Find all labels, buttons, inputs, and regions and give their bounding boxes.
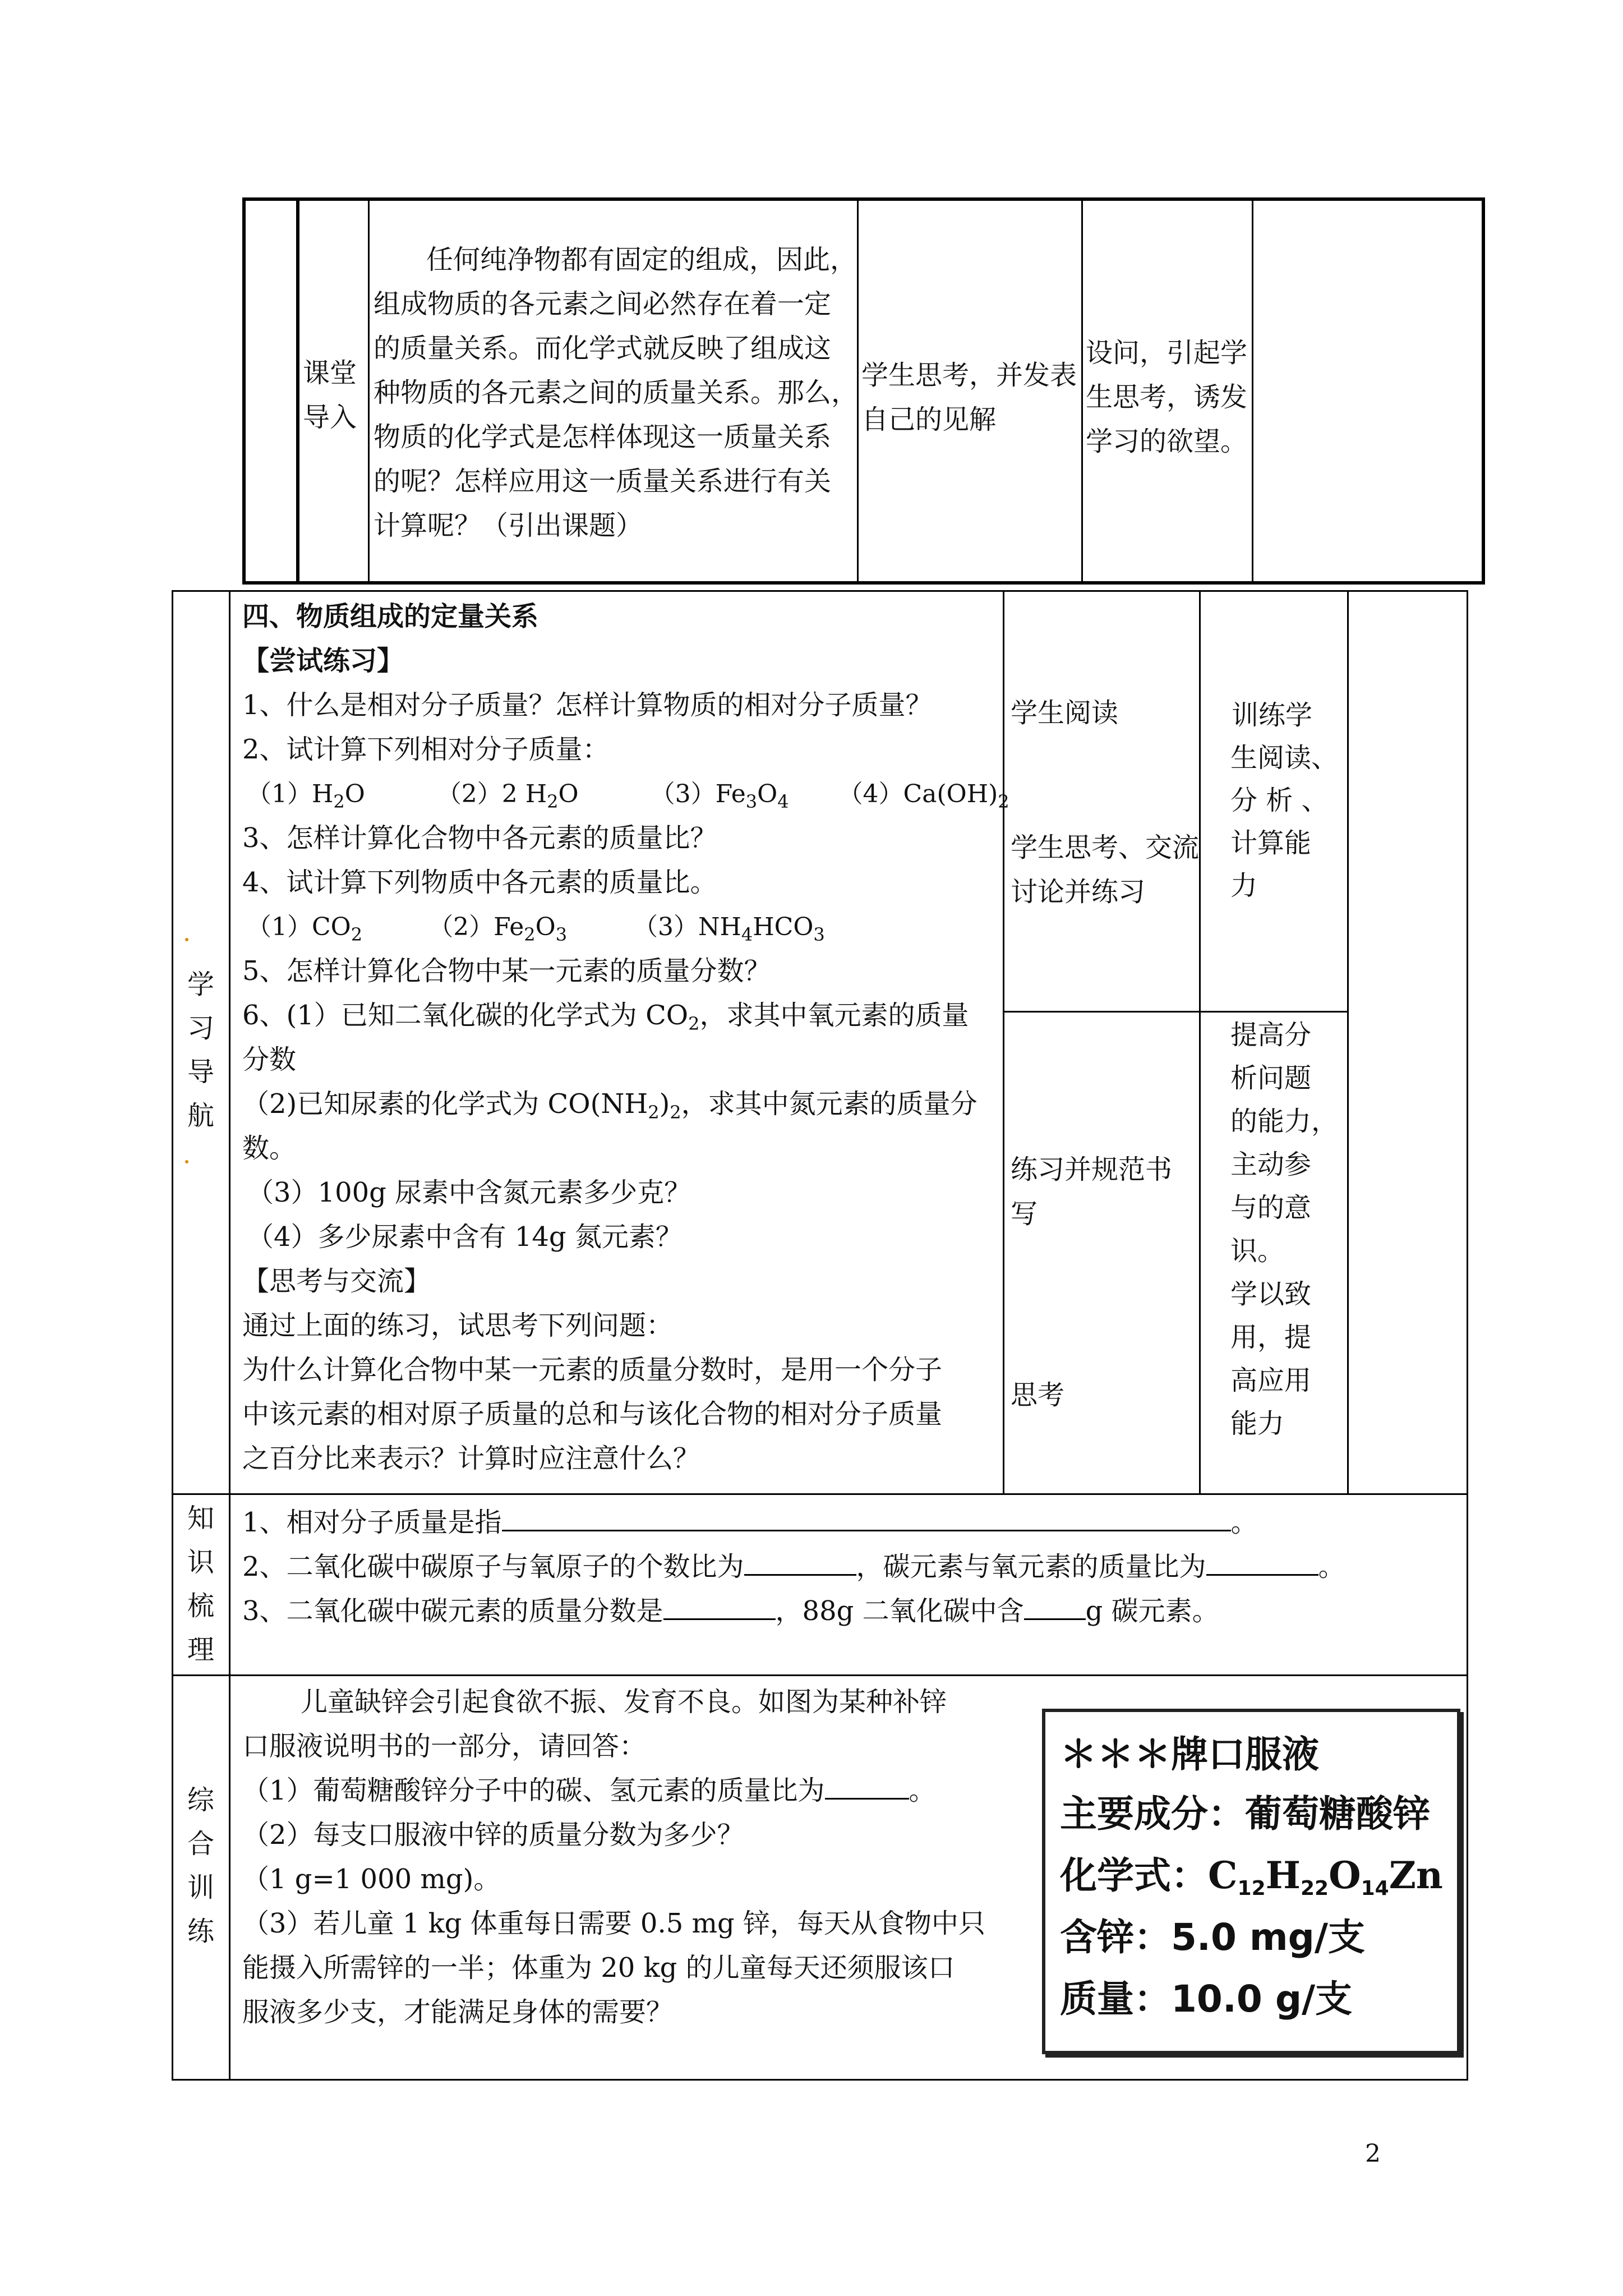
intro-label-1: 课堂 xyxy=(303,357,357,389)
student-activity-3b: 写 xyxy=(1011,1198,1038,1230)
practice-p3: （1）葡萄糖酸锌分子中的碳、氢元素的质量比为 。 xyxy=(242,1775,936,1806)
product-mass: 质量：10.0 g/支 xyxy=(1060,1977,1353,2021)
intro-border-top xyxy=(242,197,1485,201)
intro-col-0 xyxy=(242,197,246,585)
intro-col-1 xyxy=(296,197,299,585)
intro-intent-2: 生思考，诱发 xyxy=(1086,381,1248,413)
practice-p5: （1 g=1 000 mg)。 xyxy=(242,1864,501,1895)
mark-dot xyxy=(185,938,188,941)
intent-1-line: 分 析 、 xyxy=(1230,785,1329,816)
q3: 3、怎样计算化合物中各元素的质量比？ xyxy=(242,822,717,854)
intent-1-line: 生阅读、 xyxy=(1230,742,1339,774)
q6d: （4）多少尿素中含有 14g 氮元素？ xyxy=(247,1221,683,1253)
intro-col-4 xyxy=(1081,197,1083,585)
q6b-cont: 数。 xyxy=(242,1133,297,1164)
guide-col-2 xyxy=(1199,590,1201,1494)
product-formula: 化学式：$C_{12}H_{22}O_{14}Zn$ xyxy=(1060,1853,1443,1900)
intro-line-3: 的质量关系。而化学式就反映了组成这 xyxy=(374,333,832,364)
answer-blank[interactable] xyxy=(663,1595,776,1620)
student-activity-3a: 练习并规范书 xyxy=(1011,1154,1173,1185)
q2-items: $(1)H_2O$ （2）2 $H_2O$ $(3)Fe_3O_4$ $(4)Ca(OH)_2$ xyxy=(247,780,1009,812)
practice-p7: 能摄入所需锌的一半；体重为 20 kg 的儿童每天还须服该口 xyxy=(242,1952,955,1984)
intro-label-2: 导入 xyxy=(303,402,357,433)
think-1: 通过上面的练习，试思考下列问题： xyxy=(242,1310,674,1341)
intro-border-bottom xyxy=(242,581,1485,585)
product-title: ＊＊＊牌口服液 xyxy=(1060,1733,1319,1776)
review-label-1: 知 xyxy=(187,1503,214,1534)
practice-label-2: 合 xyxy=(187,1828,214,1860)
intro-col-2 xyxy=(368,197,370,585)
q6a: 6、(1）已知二氧化碳的化学式为 $CO_2$，求其中氧元素的质量 xyxy=(242,1000,969,1034)
think-2: 为什么计算化合物中某一元素的质量分数时，是用一个分子 xyxy=(242,1354,943,1386)
page-number: 2 xyxy=(1365,2139,1381,2168)
think-title: 【思考与交流】 xyxy=(242,1266,431,1297)
practice-p1: 儿童缺锌会引起食欲不振、发育不良。如图为某种补锌 xyxy=(301,1686,947,1718)
answer-blank[interactable] xyxy=(502,1506,1231,1531)
main-border-left xyxy=(172,590,173,2081)
review-label-2: 识 xyxy=(187,1547,214,1578)
guide-col-1 xyxy=(1003,590,1004,1494)
answer-blank[interactable] xyxy=(825,1774,909,1800)
intent-2-line: 主动参 xyxy=(1230,1149,1312,1180)
intent-2-line: 的能力， xyxy=(1230,1106,1339,1137)
try-title: 【尝试练习】 xyxy=(242,645,404,677)
practice-label-1: 综 xyxy=(187,1784,214,1816)
student-activity-2b: 讨论并练习 xyxy=(1011,876,1146,908)
intro-line-7: 计算呢？（引出课题） xyxy=(374,510,643,541)
main-border-right xyxy=(1467,590,1468,2081)
intro-student-2: 自己的见解 xyxy=(861,404,997,435)
intent-2-line: 高应用 xyxy=(1230,1365,1312,1396)
intent-2-line: 识。 xyxy=(1230,1235,1285,1267)
product-zinc: 含锌：5.0 mg/支 xyxy=(1060,1916,1366,1959)
intro-col-5 xyxy=(1252,197,1253,585)
guide-split xyxy=(1003,1011,1347,1013)
intro-line-6: 的呢？怎样应用这一质量关系进行有关 xyxy=(374,466,832,497)
intent-2-line: 能力 xyxy=(1230,1408,1285,1439)
practice-p6: （3）若儿童 1 kg 体重每日需要 0.5 mg 锌，每天从食物中只 xyxy=(242,1908,986,1939)
q5: 5、怎样计算化合物中某一元素的质量分数？ xyxy=(242,955,771,987)
main-border-bottom xyxy=(172,2079,1468,2081)
q2: 2、试计算下列相对分子质量： xyxy=(242,734,610,765)
answer-blank[interactable] xyxy=(744,1550,856,1576)
guide-heading: 四、物质组成的定量关系 xyxy=(242,601,539,632)
guide-label-4: 航 xyxy=(187,1100,214,1131)
intro-intent-3: 学习的欲望。 xyxy=(1086,426,1248,457)
intent-2-line: 与的意 xyxy=(1230,1192,1312,1223)
intro-line-5: 物质的化学式是怎样体现这一质量关系 xyxy=(374,421,832,453)
q6a-cont: 分数 xyxy=(242,1044,297,1075)
review-label-3: 梳 xyxy=(187,1590,214,1622)
practice-p4: （2）每支口服液中锌的质量分数为多少？ xyxy=(242,1819,744,1851)
intent-2-line: 用，提 xyxy=(1230,1322,1312,1353)
intent-1-line: 训练学 xyxy=(1232,700,1313,731)
guide-label-2: 习 xyxy=(187,1013,214,1044)
practice-p8: 服液多少支，才能满足身体的需要？ xyxy=(242,1996,674,2028)
answer-blank[interactable] xyxy=(1024,1595,1086,1620)
review-line-2: 2、二氧化碳中碳原子与氧原子的个数比为 ，碳元素与氧元素的质量比为 。 xyxy=(242,1551,1345,1582)
review-line-3: 3、二氧化碳中碳元素的质量分数是 ，88g 二氧化碳中含 g 碳元素。 xyxy=(242,1595,1219,1627)
guide-label-1: 学 xyxy=(187,969,214,1000)
practice-p2: 口服液说明书的一部分，请回答： xyxy=(242,1731,647,1762)
guide-label-3: 导 xyxy=(187,1056,214,1088)
main-row-line-2 xyxy=(172,1674,1468,1676)
student-activity-2a: 学生思考、交流 xyxy=(1011,832,1200,863)
intro-student-1: 学生思考，并发表 xyxy=(861,360,1077,391)
student-activity-4: 思考 xyxy=(1011,1379,1065,1411)
intro-intent-1: 设问，引起学 xyxy=(1086,337,1248,369)
intro-line-4: 种物质的各元素之间的质量关系。那么， xyxy=(374,377,859,408)
q4: 4、试计算下列物质中各元素的质量比。 xyxy=(242,867,717,898)
intro-line-1: 任何纯净物都有固定的组成，因此， xyxy=(426,244,857,275)
practice-label-4: 练 xyxy=(187,1916,214,1947)
q4-items: $(1)CO_2$ $(2)Fe_2O_3$ $(3)NH_4HCO_3$ xyxy=(247,913,825,945)
intro-col-6 xyxy=(1482,197,1485,585)
think-4: 之百分比来表示？计算时应注意什么？ xyxy=(242,1443,700,1474)
intent-2-line: 提高分 xyxy=(1230,1019,1312,1051)
main-border-top xyxy=(172,590,1468,592)
intent-1-line: 计算能 xyxy=(1230,827,1312,859)
intro-line-2: 组成物质的各元素之间必然存在着一定 xyxy=(374,288,832,320)
q6c: （3）100g 尿素中含氮元素多少克？ xyxy=(247,1177,691,1208)
practice-label-3: 训 xyxy=(187,1872,214,1903)
student-activity-1: 学生阅读 xyxy=(1011,697,1119,729)
review-label-4: 理 xyxy=(187,1634,214,1665)
product-ingredient: 主要成分：葡萄糖酸锌 xyxy=(1060,1792,1430,1835)
q6b: （2)已知尿素的化学式为 $CO(NH_2)_2$，求其中氮元素的质量分 xyxy=(242,1088,978,1123)
guide-col-3 xyxy=(1347,590,1349,1494)
answer-blank[interactable] xyxy=(1206,1550,1318,1576)
mark-dot xyxy=(185,1160,188,1163)
main-row-line-1 xyxy=(172,1493,1468,1495)
main-col-label xyxy=(229,590,230,2081)
q1: 1、什么是相对分子质量？怎样计算物质的相对分子质量？ xyxy=(242,689,933,721)
intent-2-line: 学以致 xyxy=(1230,1278,1312,1310)
intent-1-line: 力 xyxy=(1230,870,1258,901)
intent-2-line: 析问题 xyxy=(1230,1062,1312,1094)
review-line-1: 1、相对分子质量是指 。 xyxy=(242,1507,1258,1538)
think-3: 中该元素的相对原子质量的总和与该化合物的相对分子质量 xyxy=(242,1398,943,1430)
